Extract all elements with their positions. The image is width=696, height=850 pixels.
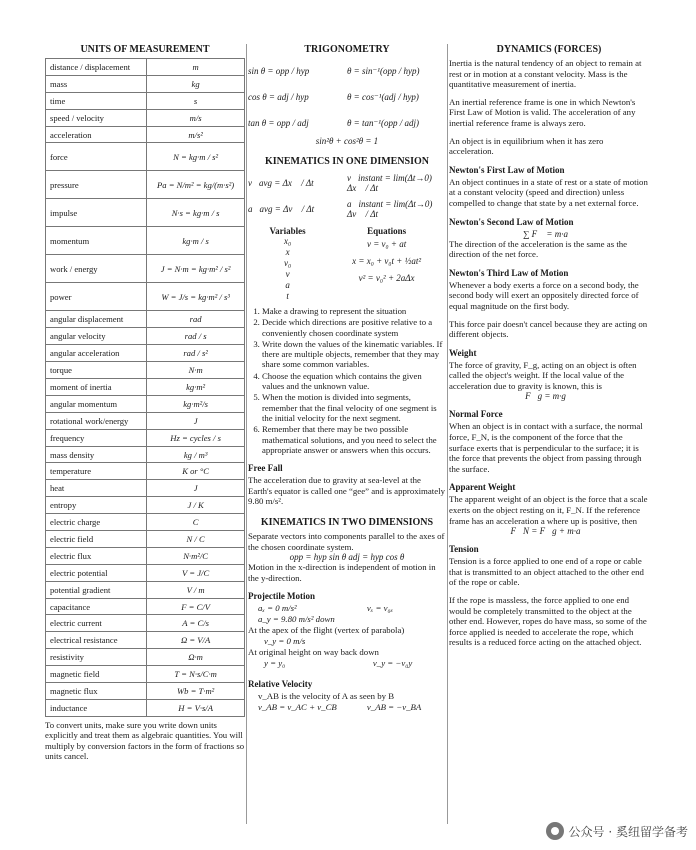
kin1-a-avg: a⃗avg = Δv⃗ / Δt	[248, 204, 315, 214]
trig-cos: cos θ = adj / hyp	[248, 92, 309, 102]
proj-vx: vₓ = v₀ₓ	[366, 603, 394, 614]
kin1-variable: t	[286, 291, 289, 301]
unit-value: kg / m³	[147, 446, 245, 463]
unit-value: N·m	[147, 362, 245, 379]
kin1-steps	[248, 306, 446, 455]
weight-text: The force of gravity, F_g, acting on an object is often called the object's weight. If the local value of the acceleration due to gravity is known, this is	[449, 359, 637, 391]
unit-value: m/s²	[147, 126, 245, 143]
unit-quantity: force	[46, 143, 147, 171]
unit-value: N·s = kg·m / s	[147, 199, 245, 227]
kin1-equation: v = v₀ + at	[366, 239, 407, 249]
tension-text1: Tension is a force applied to one end of a rope or cable that is transmitted to an object attached to the other end of the rope or cable.	[449, 556, 644, 588]
unit-value: Ω·m	[147, 649, 245, 666]
apparent-title: Apparent Weight	[449, 482, 516, 493]
unit-value: A = C/s	[147, 615, 245, 632]
normal-text: When an object is in contact with a surface, the normal force, F_N, is the component of the force that the surface exerts that is perpendicular to the surface; it is the force that prevents the object from passing through the surface.	[449, 421, 643, 474]
unit-value: V / m	[147, 581, 245, 598]
units-row	[46, 480, 245, 497]
proj-back: At original height on way back down	[248, 647, 379, 658]
units-column	[45, 44, 245, 762]
kin1-equation: v² = v₀² + 2aΔx	[358, 273, 415, 283]
units-row	[46, 92, 245, 109]
trig-cos-inv: θ = cos⁻¹(adj / hyp)	[347, 91, 419, 102]
units-row	[46, 283, 245, 311]
units-row	[46, 699, 245, 716]
units-row	[46, 632, 245, 649]
relvel-line1: v_AB is the velocity of A as seen by B	[258, 691, 395, 702]
trig-tan: tan θ = opp / adj	[248, 118, 309, 128]
unit-quantity: angular velocity	[46, 328, 147, 345]
unit-quantity: angular acceleration	[46, 345, 147, 362]
kin1-step: 6. Remember that there may be two possible mathematical solutions, and you need to select the appropriate answer or answers when this occurs.	[262, 424, 446, 455]
unit-value: Wb = T·m²	[147, 683, 245, 700]
unit-value: W = J/s = kg·m² / s³	[147, 283, 245, 311]
kin1-variable: x	[285, 247, 290, 257]
apparent-eq: F⃗N = F⃗g + m·a⃗	[510, 526, 588, 537]
unit-quantity: speed / velocity	[46, 109, 147, 126]
units-row	[46, 615, 245, 632]
kin1-variable: a	[285, 280, 290, 290]
units-row	[46, 666, 245, 683]
unit-quantity: moment of inertia	[46, 379, 147, 396]
units-note: To convert units, make sure you write down units explicitly and treat them as algebraic quantities. You will multiply by conversion factors in the form of fractions so units cancel.	[45, 719, 245, 762]
kin1-equations: Equations v = v₀ + at x = x₀ + v₀t + ½at² v² = v₀² + 2aΔx	[327, 226, 446, 302]
wechat-icon	[546, 822, 564, 840]
unit-quantity: electric potential	[46, 564, 147, 581]
unit-value: T = N·s/C·m	[147, 666, 245, 683]
unit-value: V = J/C	[147, 564, 245, 581]
unit-quantity: acceleration	[46, 126, 147, 143]
freefall-text: The acceleration due to gravity at sea-level at the Earth's equator is called one “gee” and is approximately 9.80 m/s².	[248, 475, 445, 507]
dyn-inertia: Inertia is the natural tendency of an object to remain at rest or in motion at a constant velocity. Mass is the quantitative measurement of inertia.	[449, 58, 642, 90]
unit-value: m/s	[147, 109, 245, 126]
weight-title: Weight	[449, 347, 477, 358]
normal-title: Normal Force	[449, 409, 503, 420]
units-row	[46, 227, 245, 255]
n1-title: Newton's First Law of Motion	[449, 164, 565, 175]
relvel-title: Relative Velocity	[248, 679, 313, 690]
kin1-step: 2. Decide which directions are positive relative to a conveniently chosen coordinate system	[262, 317, 446, 338]
unit-quantity: potential gradient	[46, 581, 147, 598]
unit-value: C	[147, 514, 245, 531]
units-row	[46, 581, 245, 598]
kin1-a-inst: a⃗instant = lim(Δt→0) Δv⃗ / Δt	[347, 199, 433, 219]
unit-quantity: pressure	[46, 171, 147, 199]
unit-quantity: momentum	[46, 227, 147, 255]
units-row	[46, 514, 245, 531]
tension-text2: If the rope is massless, the force applied to one end would be completely transmitted to the object at the other end. However, ropes do have mass, so some of the force applied is needed to accelerate the rope, which results is a reduced force acting on the attached object.	[449, 595, 647, 648]
n3-note: This force pair doesn't cancel because they are acting on different objects.	[449, 318, 648, 340]
kin1-variable: v	[285, 269, 290, 279]
trig-sin: sin θ = opp / hyp	[248, 66, 310, 76]
units-row	[46, 59, 245, 76]
unit-value: kg·m²/s	[147, 395, 245, 412]
units-row	[46, 75, 245, 92]
proj-y: y = y₀	[264, 658, 286, 669]
unit-value: N = kg·m / s²	[147, 143, 245, 171]
n2-title: Newton's Second Law of Motion	[449, 216, 574, 227]
units-row	[46, 345, 245, 362]
unit-quantity: impulse	[46, 199, 147, 227]
unit-value: J = N·m = kg·m² / s²	[147, 255, 245, 283]
freefall-title: Free Fall	[248, 463, 283, 474]
unit-quantity: electric field	[46, 531, 147, 548]
trig-title: TRIGONOMETRY	[304, 44, 390, 55]
units-row	[46, 255, 245, 283]
units-row	[46, 564, 245, 581]
unit-value: kg·m / s	[147, 227, 245, 255]
projectile-title: Projectile Motion	[248, 591, 316, 602]
kin1-step: 4. Choose the equation which contains the given values and the unknown value.	[262, 371, 446, 392]
unit-value: N·m²/C	[147, 547, 245, 564]
unit-value: Hz = cycles / s	[147, 429, 245, 446]
kin2-text2: Motion in the x-direction is independent of motion in the y-direction.	[248, 562, 436, 583]
units-row	[46, 171, 245, 199]
unit-quantity: frequency	[46, 429, 147, 446]
kin2-eq: opp = hyp sin θ adj = hyp cos θ	[289, 552, 405, 563]
dyn-inertial-frame: An inertial reference frame is one in which Newton's First Law of Motion is valid. The acceleration of any inertial reference frame is always zero.	[449, 96, 636, 128]
unit-value: kg	[147, 75, 245, 92]
proj-ax: aₓ = 0 m/s²	[258, 603, 297, 614]
units-row	[46, 395, 245, 412]
units-row	[46, 598, 245, 615]
unit-quantity: temperature	[46, 463, 147, 480]
kin1-variable: v₀	[284, 258, 292, 268]
unit-quantity: electrical resistance	[46, 632, 147, 649]
units-row	[46, 683, 245, 700]
tension-title: Tension	[449, 544, 479, 555]
dynamics-column	[449, 44, 649, 655]
apparent-text: The apparent weight of an object is the force that a scale exerts on the object resting on it, F_N. If the reference frame has an acceleration a where up is positive, then	[449, 494, 648, 526]
n3-title: Newton's Third Law of Motion	[449, 267, 569, 278]
unit-value: Ω = V/A	[147, 632, 245, 649]
units-table	[45, 58, 245, 717]
proj-vy: v_y = −v₀y	[372, 658, 413, 669]
proj-vy0: v_y = 0 m/s	[264, 636, 306, 647]
unit-value: J	[147, 412, 245, 429]
units-row	[46, 446, 245, 463]
unit-quantity: work / energy	[46, 255, 147, 283]
n2-eq: ∑ F⃗ = m·a⃗	[523, 228, 575, 239]
unit-value: m	[147, 59, 245, 76]
units-row	[46, 328, 245, 345]
unit-quantity: angular momentum	[46, 395, 147, 412]
unit-quantity: mass density	[46, 446, 147, 463]
units-row	[46, 531, 245, 548]
n1-text: An object continues in a state of rest or a state of motion at a constant velocity (speed and direction) unless compelled to change that state by a net external force.	[449, 176, 648, 208]
kin1-variable: x₀	[284, 236, 292, 246]
kinematics-column	[248, 44, 446, 713]
unit-quantity: time	[46, 92, 147, 109]
kin1-title: KINEMATICS IN ONE DIMENSION	[264, 156, 429, 167]
unit-value: rad / s	[147, 328, 245, 345]
unit-quantity: entropy	[46, 497, 147, 514]
units-title: UNITS OF MEASUREMENT	[80, 44, 210, 55]
trig-tan-inv: θ = tan⁻¹(opp / adj)	[347, 117, 419, 128]
unit-quantity: magnetic field	[46, 666, 147, 683]
relvel-eq1: v_AB = v_AC + v_CB	[258, 702, 337, 713]
unit-value: J / K	[147, 497, 245, 514]
unit-value: kg·m²	[147, 379, 245, 396]
n3-text: Whenever a body exerts a force on a second body, the second body will exert an oppositely directed force of equal magnitude on the first body.	[449, 279, 639, 311]
kin1-step: 5. When the motion is divided into segments, remember that the final velocity of one segment is the initial velocity for the next segment.	[262, 392, 446, 423]
units-row	[46, 379, 245, 396]
units-row	[46, 412, 245, 429]
unit-value: N / C	[147, 531, 245, 548]
unit-value: K or °C	[147, 463, 245, 480]
kin1-step: 3. Write down the values of the kinematic variables. If there are multiple objects, remember that they may share some common variables.	[262, 339, 446, 370]
proj-apex: At the apex of the flight (vertex of parabola)	[248, 625, 405, 636]
units-row	[46, 429, 245, 446]
relvel-eq2: v_AB = −v_BA	[366, 702, 422, 713]
unit-quantity: electric current	[46, 615, 147, 632]
unit-quantity: resistivity	[46, 649, 147, 666]
unit-quantity: magnetic flux	[46, 683, 147, 700]
units-row	[46, 199, 245, 227]
kin2-text1: Separate vectors into components parallel to the axes of the chosen coordinate system.	[248, 530, 445, 552]
units-row	[46, 143, 245, 171]
unit-quantity: inductance	[46, 699, 147, 716]
unit-quantity: mass	[46, 75, 147, 92]
weight-eq: F⃗g = m·g⃗	[525, 391, 573, 402]
dyn-equilibrium: An object is in equilibrium when it has zero acceleration.	[449, 135, 604, 157]
trig-identity: sin²θ + cos²θ = 1	[315, 136, 379, 146]
unit-quantity: torque	[46, 362, 147, 379]
unit-quantity: angular displacement	[46, 311, 147, 328]
trig-sin-inv: θ = sin⁻¹(opp / hyp)	[347, 65, 420, 76]
unit-value: J	[147, 480, 245, 497]
kin2-title: KINEMATICS IN TWO DIMENSIONS	[260, 516, 434, 528]
units-row	[46, 649, 245, 666]
unit-value: H = V·s/A	[147, 699, 245, 716]
units-row	[46, 311, 245, 328]
kin1-step: 1. Make a drawing to represent the situation	[262, 306, 446, 316]
units-row	[46, 497, 245, 514]
dyn-title: DYNAMICS (FORCES)	[496, 44, 602, 55]
unit-quantity: heat	[46, 480, 147, 497]
unit-quantity: electric flux	[46, 547, 147, 564]
unit-quantity: distance / displacement	[46, 59, 147, 76]
watermark: 公众号 · 奚纽留学备考	[546, 822, 688, 840]
units-row	[46, 362, 245, 379]
kin1-v-avg: v⃗avg = Δx⃗ / Δt	[248, 178, 314, 188]
kin1-equation: x = x₀ + v₀t + ½at²	[352, 256, 422, 266]
units-row	[46, 126, 245, 143]
unit-quantity: power	[46, 283, 147, 311]
kin1-v-inst: v⃗instant = lim(Δt→0) Δx⃗ / Δt	[347, 173, 432, 193]
unit-value: s	[147, 92, 245, 109]
unit-value: F = C/V	[147, 598, 245, 615]
unit-value: rad / s²	[147, 345, 245, 362]
unit-quantity: capacitance	[46, 598, 147, 615]
unit-value: Pa = N/m² = kg/(m·s²)	[147, 171, 245, 199]
proj-ay: a_y = 9.80 m/s² down	[258, 614, 335, 625]
kin1-variables: Variables x₀ x v₀ v a t	[248, 226, 327, 302]
units-row	[46, 547, 245, 564]
units-row	[46, 463, 245, 480]
unit-quantity: rotational work/energy	[46, 412, 147, 429]
unit-quantity: electric charge	[46, 514, 147, 531]
unit-value: rad	[147, 311, 245, 328]
n2-text: The direction of the acceleration is the same as the direction of the net force.	[449, 238, 628, 260]
units-row	[46, 109, 245, 126]
